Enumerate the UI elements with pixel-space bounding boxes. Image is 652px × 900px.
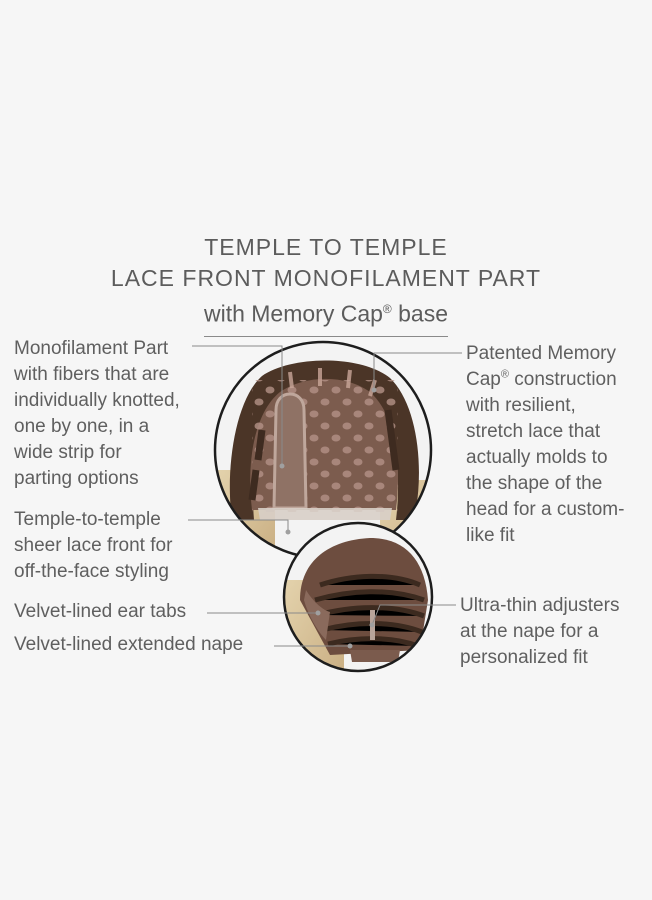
callout-temple-lace: Temple-to-temple sheer lace front for off-the-face styling xyxy=(14,509,173,582)
heading-line-2: LACE FRONT MONOFILAMENT PART xyxy=(110,265,542,291)
cap-nape-view xyxy=(284,523,432,680)
callout-memory-cap: Patented Memory Cap® construction with resilient, stretch lace that actually molds to the shape of the head for a custom- like fit xyxy=(466,343,625,546)
callout-nape: Velvet-lined extended nape xyxy=(14,634,244,655)
heading-line-1: TEMPLE TO TEMPLE xyxy=(204,234,448,260)
callout-adjusters: Ultra-thin adjusters at the nape for a personalized fit xyxy=(460,595,620,668)
cap-interior-view xyxy=(215,342,435,560)
registered-mark: ® xyxy=(382,302,392,316)
heading-line-3: with Memory Cap® base xyxy=(204,294,448,337)
callout-monofilament-part: Monofilament Part with fibers that are individually knotted, one by one, in a wide strip for parting options xyxy=(14,338,180,489)
callout-ear-tabs: Velvet-lined ear tabs xyxy=(14,601,187,622)
registered-mark: ® xyxy=(500,368,509,381)
